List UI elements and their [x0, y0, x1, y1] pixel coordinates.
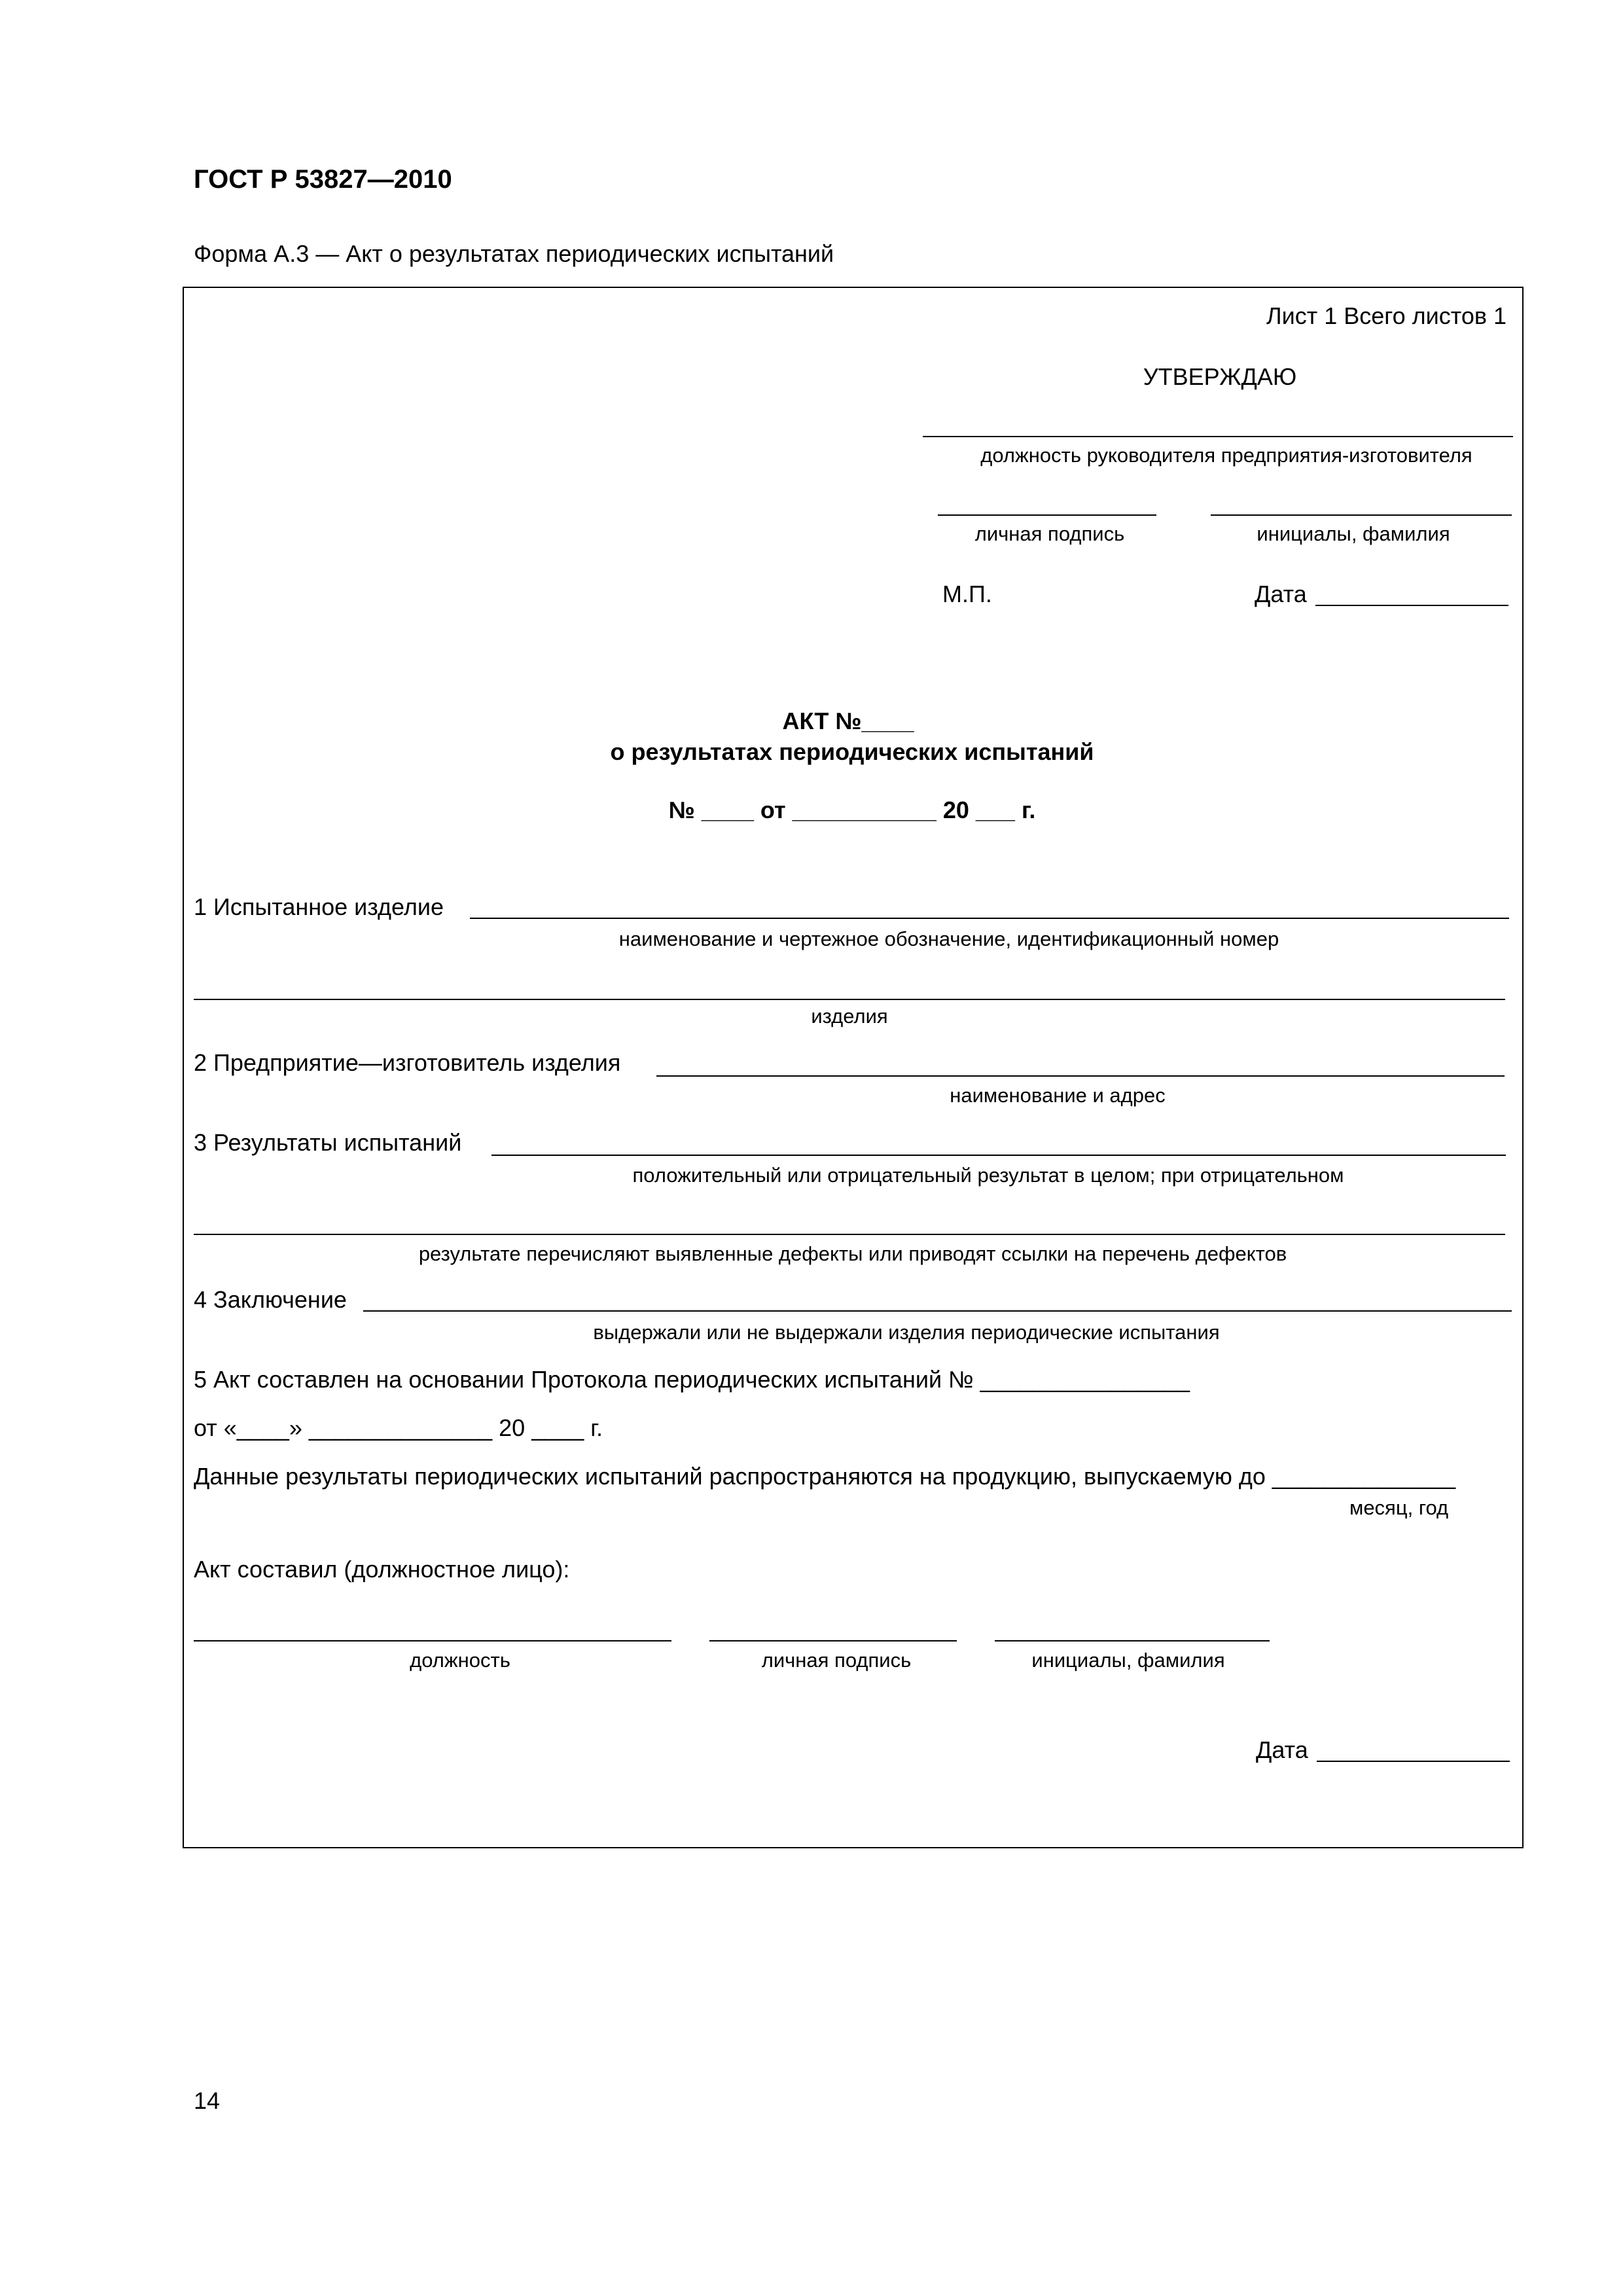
- compiled-date-label: Дата: [1256, 1736, 1308, 1763]
- compiled-signature-caption: личная подпись: [761, 1649, 912, 1672]
- compiled-label: Акт составил (должностное лицо):: [194, 1556, 570, 1583]
- validity-line: Данные результаты периодических испытаний распространяются на продукцию, выпускаемую до ______________: [194, 1463, 1456, 1490]
- approval-date-label: Дата: [1255, 581, 1307, 607]
- approval-date-line[interactable]: [1315, 605, 1508, 606]
- name-line[interactable]: [1211, 514, 1512, 516]
- item1-caption-2: изделия: [811, 1005, 888, 1028]
- item2-label: 2 Предприятие—изготовитель изделия: [194, 1049, 621, 1076]
- approve-heading: УТВЕРЖДАЮ: [1143, 363, 1297, 390]
- item5-date: от «____» ______________ 20 ____ г.: [194, 1414, 603, 1441]
- item1-line-2[interactable]: [194, 999, 1505, 1000]
- item4-label: 4 Заключение: [194, 1286, 347, 1313]
- item3-label: 3 Результаты испытаний: [194, 1129, 462, 1156]
- item1-caption: наименование и чертежное обозначение, идентификационный номер: [618, 927, 1279, 950]
- compiled-name-line[interactable]: [995, 1640, 1270, 1641]
- act-title: АКТ №____: [782, 708, 914, 734]
- item2-caption: наименование и адрес: [950, 1084, 1166, 1107]
- signature-caption: личная подпись: [974, 522, 1125, 545]
- document-standard-number: ГОСТ Р 53827—2010: [194, 165, 452, 194]
- act-number-date: № ____ от ___________ 20 ___ г.: [668, 797, 1036, 823]
- compiled-position-line[interactable]: [194, 1640, 671, 1641]
- form-caption: Форма А.3 — Акт о результатах периодических испытаний: [194, 240, 834, 267]
- compiled-date-line[interactable]: [1317, 1761, 1510, 1762]
- page-number: 14: [194, 2087, 221, 2114]
- item4-line[interactable]: [363, 1310, 1512, 1312]
- item3-caption-2: результате перечисляют выявленные дефекты или приводят ссылки на перечень дефектов: [418, 1242, 1287, 1265]
- seal-label: М.П.: [942, 581, 992, 607]
- item1-line[interactable]: [470, 918, 1509, 919]
- item3-caption: положительный или отрицательный результат в целом; при отрицательном: [632, 1164, 1344, 1187]
- item4-caption: выдержали или не выдержали изделия периодические испытания: [593, 1321, 1220, 1344]
- sheet-count: Лист 1 Всего листов 1: [1266, 302, 1507, 329]
- compiled-name-caption: инициалы, фамилия: [1031, 1649, 1225, 1672]
- item5-line: 5 Акт составлен на основании Протокола периодических испытаний № ________________: [194, 1366, 1190, 1393]
- name-caption: инициалы, фамилия: [1257, 522, 1450, 545]
- position-line[interactable]: [923, 436, 1513, 437]
- compiled-signature-line[interactable]: [709, 1640, 957, 1641]
- signature-line[interactable]: [938, 514, 1156, 516]
- validity-caption: месяц, год: [1349, 1496, 1449, 1519]
- compiled-position-caption: должность: [410, 1649, 510, 1672]
- item3-line[interactable]: [491, 1155, 1506, 1156]
- item3-line-2[interactable]: [194, 1234, 1505, 1235]
- act-subtitle: о результатах периодических испытаний: [610, 738, 1094, 765]
- position-caption: должность руководителя предприятия-изготовителя: [980, 444, 1472, 467]
- item2-line[interactable]: [656, 1075, 1505, 1077]
- item1-label: 1 Испытанное изделие: [194, 893, 444, 920]
